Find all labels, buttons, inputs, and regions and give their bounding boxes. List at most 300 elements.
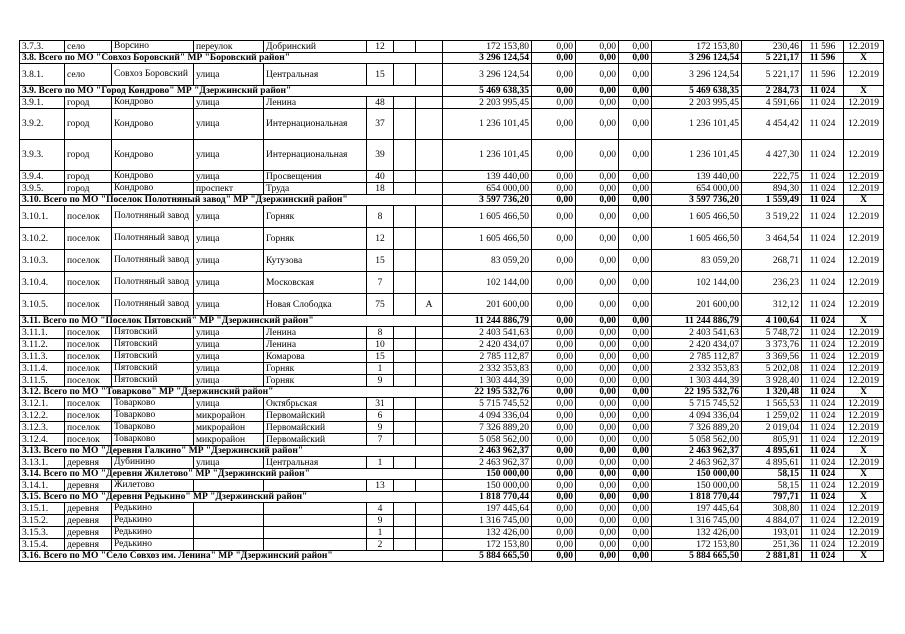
cell-a: 0,00 [532,86,576,97]
cell-price: 11 596 [802,64,844,86]
cell-c: 0,00 [619,480,652,492]
cell-b: 0,00 [576,272,619,294]
cell-d: 3 296 124,54 [652,53,742,64]
cell-area: 5 221,17 [742,53,802,64]
cell-price: 11 024 [802,327,844,339]
cell-total: 2 332 353,83 [443,363,532,375]
cell-total: 1 236 101,45 [443,109,532,140]
cell-a: 0,00 [532,351,576,363]
cell-c: 0,00 [619,457,652,469]
cell-area: 3 519,22 [742,206,802,228]
cell-d: 132 426,00 [652,527,742,539]
cell-a: 0,00 [532,503,576,515]
cell-area: 2 284,73 [742,86,802,97]
cell-kind: село [65,41,112,53]
cell-st: улица [194,375,264,387]
cell-st: микрорайон [194,422,264,434]
cell-m [394,398,416,410]
cell-kind: поселок [65,294,112,316]
cell-date: X [844,469,884,480]
cell-name: Жилетово [112,480,194,492]
cell-a: 0,00 [532,171,576,183]
cell-date: 12.2019 [844,206,884,228]
cell-name: Полотняный завод [112,250,194,272]
cell-b: 0,00 [576,316,619,327]
cell-b: 0,00 [576,97,619,109]
cell-kind: поселок [65,410,112,422]
cell-l [416,434,443,446]
cell-c: 0,00 [619,294,652,316]
cell-house: 18 [367,183,394,195]
cell-total: 5 884 665,50 [443,551,532,562]
cell-house: 9 [367,422,394,434]
table-row [20,171,884,183]
cell-price: 11 024 [802,171,844,183]
cell-date: X [844,446,884,457]
cell-id: 3.10.2. [20,228,65,250]
cell-price: 11 024 [802,272,844,294]
cell-c: 0,00 [619,410,652,422]
table-row [20,363,884,375]
cell-date: 12.2019 [844,294,884,316]
cell-b: 0,00 [576,446,619,457]
cell-date: 12.2019 [844,97,884,109]
cell-a: 0,00 [532,446,576,457]
cell-house: 7 [367,272,394,294]
cell-area: 5 202,08 [742,363,802,375]
cell-m [394,434,416,446]
cell-total: 5 058 562,00 [443,434,532,446]
cell-id: 3.11.1. [20,327,65,339]
cell-c: 0,00 [619,387,652,398]
subtotal-row [20,53,884,64]
cell-street: Добринский [264,41,367,53]
cell-price: 11 024 [802,228,844,250]
cell-area: 5 221,17 [742,64,802,86]
cell-house: 1 [367,363,394,375]
cell-date: 12.2019 [844,351,884,363]
cell-a: 0,00 [532,64,576,86]
cell-street: Ленина [264,327,367,339]
cell-date: 12.2019 [844,171,884,183]
cell-st: улица [194,250,264,272]
cell-house: 31 [367,398,394,410]
cell-area: 230,46 [742,41,802,53]
cell-st: улица [194,140,264,171]
cell-st: улица [194,294,264,316]
cell-d: 197 445,64 [652,503,742,515]
cell-l [416,327,443,339]
cell-area: 4 591,66 [742,97,802,109]
cell-date: 12.2019 [844,503,884,515]
cell-total: 1 303 444,39 [443,375,532,387]
table-row [20,294,884,316]
cell-price: 11 024 [802,387,844,398]
cell-c: 0,00 [619,140,652,171]
cell-m [394,351,416,363]
cell-b: 0,00 [576,375,619,387]
cell-l [416,171,443,183]
cell-b: 0,00 [576,434,619,446]
cell-l [416,410,443,422]
subtotal-row [20,316,884,327]
cell-id: 3.9.4. [20,171,65,183]
cell-street: Интернациональная [264,109,367,140]
cell-st [194,515,264,527]
cell-price: 11 596 [802,41,844,53]
cell-l [416,351,443,363]
cell-total: 5 469 638,35 [443,86,532,97]
cell-kind: поселок [65,250,112,272]
cell-d: 2 403 541,63 [652,327,742,339]
cell-price: 11 024 [802,480,844,492]
table-row [20,109,884,140]
cell-name: Кондрово [112,97,194,109]
cell-m [394,183,416,195]
cell-area: 236,23 [742,272,802,294]
cell-date: 12.2019 [844,410,884,422]
subtotal-row [20,387,884,398]
cell-m [394,339,416,351]
cell-price: 11 024 [802,469,844,480]
cell-c: 0,00 [619,422,652,434]
cell-house: 15 [367,64,394,86]
cell-kind: город [65,183,112,195]
cell-st: улица [194,64,264,86]
cell-b: 0,00 [576,515,619,527]
cell-a: 0,00 [532,480,576,492]
cell-m [394,527,416,539]
cell-l [416,503,443,515]
cell-id: 3.10.5. [20,294,65,316]
cell-d: 2 785 112,87 [652,351,742,363]
cell-id: 3.14.1. [20,480,65,492]
subtotal-row [20,551,884,562]
cell-d: 2 203 995,45 [652,97,742,109]
cell-total: 3 597 736,20 [443,195,532,206]
cell-name: Редькино [112,527,194,539]
cell-price: 11 024 [802,492,844,503]
cell-st: улица [194,228,264,250]
cell-area: 4 895,61 [742,457,802,469]
cell-price: 11 024 [802,339,844,351]
cell-area: 797,71 [742,492,802,503]
cell-b: 0,00 [576,527,619,539]
cell-area: 251,36 [742,539,802,551]
cell-a: 0,00 [532,422,576,434]
cell-street: Центральная [264,64,367,86]
cell-street: Октябрьская [264,398,367,410]
cell-m [394,515,416,527]
cell-a: 0,00 [532,41,576,53]
cell-street: Горняк [264,228,367,250]
table-row [20,480,884,492]
cell-b: 0,00 [576,206,619,228]
cell-area: 3 928,40 [742,375,802,387]
cell-c: 0,00 [619,363,652,375]
cell-area: 1 259,02 [742,410,802,422]
subtotal-label: 3.12. Всего по МО "Товарково" МР "Дзержинский район" [20,387,443,398]
subtotal-row [20,86,884,97]
cell-total: 2 203 995,45 [443,97,532,109]
cell-area: 1 565,53 [742,398,802,410]
cell-m [394,228,416,250]
cell-a: 0,00 [532,515,576,527]
cell-total: 102 144,00 [443,272,532,294]
cell-name: Полотняный завод [112,206,194,228]
cell-total: 5 715 745,52 [443,398,532,410]
cell-id: 3.11.2. [20,339,65,351]
subtotal-label: 3.16. Всего по МО "Село Совхоз им. Ленина" МР "Дзержинский район" [20,551,443,562]
cell-name: Кондрово [112,109,194,140]
cell-house: 37 [367,109,394,140]
table-row [20,527,884,539]
cell-l [416,339,443,351]
cell-a: 0,00 [532,527,576,539]
cell-c: 0,00 [619,539,652,551]
cell-l [416,64,443,86]
cell-total: 7 326 889,20 [443,422,532,434]
cell-kind: поселок [65,206,112,228]
cell-m [394,375,416,387]
cell-d: 150 000,00 [652,469,742,480]
cell-id: 3.15.1. [20,503,65,515]
table-row [20,183,884,195]
cell-m [394,480,416,492]
cell-total: 172 153,80 [443,41,532,53]
cell-street [264,539,367,551]
cell-date: 12.2019 [844,480,884,492]
cell-price: 11 024 [802,206,844,228]
cell-m [394,410,416,422]
cell-total: 1 818 770,44 [443,492,532,503]
cell-a: 0,00 [532,250,576,272]
cell-date: X [844,53,884,64]
table-row [20,206,884,228]
cell-total: 1 605 466,50 [443,228,532,250]
cell-a: 0,00 [532,140,576,171]
cell-date: 12.2019 [844,434,884,446]
cell-name: Товарково [112,434,194,446]
cell-l [416,272,443,294]
cell-l [416,183,443,195]
cell-c: 0,00 [619,228,652,250]
cell-house: 1 [367,457,394,469]
cell-c: 0,00 [619,109,652,140]
cell-name: Редькино [112,503,194,515]
cell-id: 3.10.1. [20,206,65,228]
cell-date: X [844,387,884,398]
cell-b: 0,00 [576,140,619,171]
cell-st: улица [194,97,264,109]
cell-name: Редькино [112,515,194,527]
cell-street [264,527,367,539]
cell-name: Пятовский [112,351,194,363]
cell-street: Первомайский [264,422,367,434]
cell-st: улица [194,457,264,469]
subtotal-label: 3.14. Всего по МО "Деревня Жилетово" МР "Дзержинский район" [20,469,443,480]
cell-st: улица [194,171,264,183]
cell-a: 0,00 [532,195,576,206]
cell-c: 0,00 [619,250,652,272]
cell-d: 1 236 101,45 [652,109,742,140]
subtotal-row [20,446,884,457]
cell-price: 11 024 [802,503,844,515]
cell-date: 12.2019 [844,457,884,469]
cell-total: 197 445,64 [443,503,532,515]
cell-price: 11 024 [802,515,844,527]
cell-kind: поселок [65,422,112,434]
cell-id: 3.10.3. [20,250,65,272]
cell-a: 0,00 [532,434,576,446]
cell-d: 150 000,00 [652,480,742,492]
cell-date: 12.2019 [844,515,884,527]
cell-d: 5 469 638,35 [652,86,742,97]
cell-b: 0,00 [576,250,619,272]
cell-b: 0,00 [576,503,619,515]
table-row [20,434,884,446]
cell-st: улица [194,351,264,363]
cell-c: 0,00 [619,503,652,515]
cell-date: 12.2019 [844,539,884,551]
cell-d: 1 605 466,50 [652,228,742,250]
cell-total: 1 605 466,50 [443,206,532,228]
cell-d: 3 597 736,20 [652,195,742,206]
table-row [20,515,884,527]
cell-date: 12.2019 [844,272,884,294]
cell-house: 9 [367,375,394,387]
cell-area: 4 884,07 [742,515,802,527]
cell-c: 0,00 [619,272,652,294]
cell-m [394,363,416,375]
cell-date: 12.2019 [844,41,884,53]
cell-total: 2 785 112,87 [443,351,532,363]
cell-date: 12.2019 [844,228,884,250]
cell-street: Ленина [264,97,367,109]
table-row [20,140,884,171]
cell-d: 1 605 466,50 [652,206,742,228]
cell-price: 11 024 [802,457,844,469]
cell-total: 150 000,00 [443,469,532,480]
cell-price: 11 024 [802,140,844,171]
cell-total: 3 296 124,54 [443,64,532,86]
cell-area: 222,75 [742,171,802,183]
cell-kind: деревня [65,503,112,515]
cell-b: 0,00 [576,183,619,195]
table-row [20,539,884,551]
cell-date: X [844,195,884,206]
table-row [20,339,884,351]
table-row [20,375,884,387]
cell-m [394,539,416,551]
cell-date: X [844,492,884,503]
cell-date: X [844,551,884,562]
cell-house: 10 [367,339,394,351]
cell-st [194,527,264,539]
cell-id: 3.12.4. [20,434,65,446]
table-row [20,398,884,410]
cell-name: Кондрово [112,171,194,183]
cell-price: 11 024 [802,363,844,375]
cell-price: 11 024 [802,434,844,446]
cell-d: 1 818 770,44 [652,492,742,503]
cell-b: 0,00 [576,551,619,562]
cell-area: 4 427,30 [742,140,802,171]
cell-b: 0,00 [576,41,619,53]
cell-total: 4 094 336,04 [443,410,532,422]
cell-st: микрорайон [194,434,264,446]
cell-date: 12.2019 [844,250,884,272]
cell-m [394,206,416,228]
cell-kind: город [65,140,112,171]
cell-area: 894,30 [742,183,802,195]
cell-date: 12.2019 [844,327,884,339]
cell-b: 0,00 [576,422,619,434]
cell-b: 0,00 [576,457,619,469]
cell-date: 12.2019 [844,422,884,434]
cell-a: 0,00 [532,327,576,339]
cell-c: 0,00 [619,195,652,206]
cell-id: 3.12.2. [20,410,65,422]
table-row [20,64,884,86]
cell-l [416,480,443,492]
cell-d: 5 058 562,00 [652,434,742,446]
cell-total: 654 000,00 [443,183,532,195]
cell-b: 0,00 [576,109,619,140]
cell-b: 0,00 [576,228,619,250]
cell-c: 0,00 [619,316,652,327]
cell-kind: поселок [65,398,112,410]
cell-house: 1 [367,527,394,539]
cell-a: 0,00 [532,294,576,316]
cell-id: 3.9.1. [20,97,65,109]
cell-b: 0,00 [576,539,619,551]
cell-a: 0,00 [532,387,576,398]
cell-date: 12.2019 [844,339,884,351]
cell-total: 1 236 101,45 [443,140,532,171]
cell-st: переулок [194,41,264,53]
cell-name: Товарково [112,410,194,422]
cell-c: 0,00 [619,41,652,53]
cell-total: 2 463 962,37 [443,446,532,457]
document-page [19,40,884,562]
cell-total: 2 463 962,37 [443,457,532,469]
cell-name: Пятовский [112,375,194,387]
cell-total: 2 403 541,63 [443,327,532,339]
cell-a: 0,00 [532,551,576,562]
cell-a: 0,00 [532,363,576,375]
cell-street: Интернациональная [264,140,367,171]
cell-d: 83 059,20 [652,250,742,272]
subtotal-label: 3.9. Всего по МО "Город Кондрово" МР "Дзержинский район" [20,86,443,97]
cell-b: 0,00 [576,492,619,503]
cell-d: 4 094 336,04 [652,410,742,422]
cell-l [416,539,443,551]
table-row [20,327,884,339]
cell-b: 0,00 [576,469,619,480]
cell-d: 139 440,00 [652,171,742,183]
cell-street: Горняк [264,363,367,375]
cell-kind: деревня [65,515,112,527]
cell-d: 654 000,00 [652,183,742,195]
cell-l [416,41,443,53]
cell-c: 0,00 [619,434,652,446]
cell-street: Горняк [264,375,367,387]
cell-d: 1 236 101,45 [652,140,742,171]
cell-a: 0,00 [532,228,576,250]
cell-name: Кондрово [112,183,194,195]
cell-d: 2 332 353,83 [652,363,742,375]
